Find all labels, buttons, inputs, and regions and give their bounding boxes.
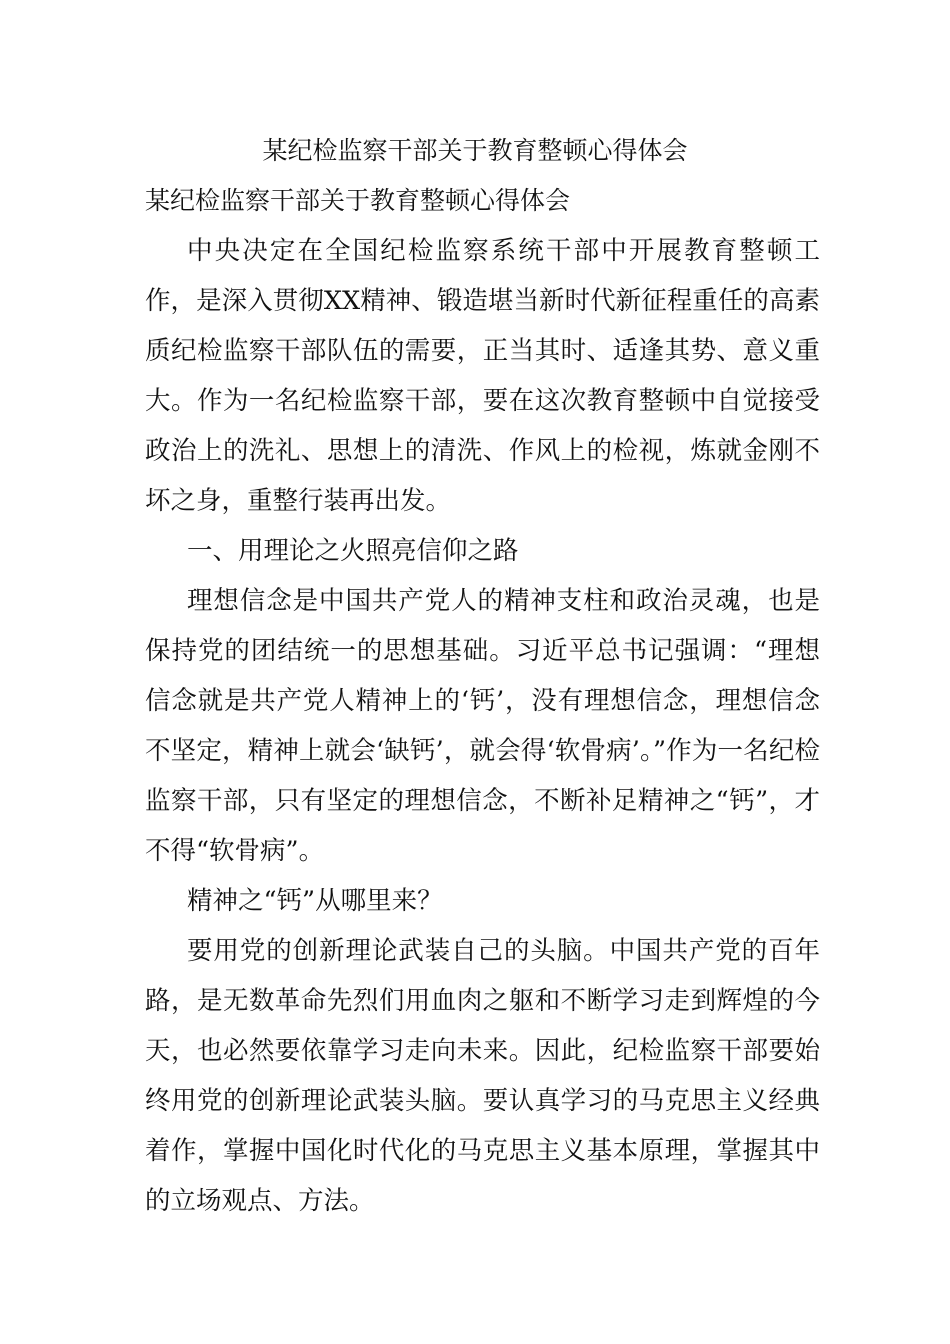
document-title: 某纪检监察干部关于教育整顿心得体会 bbox=[262, 136, 688, 165]
paragraph-intro: 中央决定在全国纪检监察系统干部中开展教育整顿工作，是深入贯彻XX精神、锻造堪当新时代新征程重任的高素质纪检监察干部队伍的需要，正当其时、适逢其势、意义重大。作为一名纪检监察干部，要在这次教育整顿中自觉接受政治上的洗礼、思想上的清洗、作风上的检视，炼就金刚不坏之身，重整行装再出发。 bbox=[145, 236, 820, 516]
paragraph-theory: 要用党的创新理论武装自己的头脑。中国共产党的百年路，是无数革命先烈们用血肉之躯和不断学习走到辉煌的今天，也必然要依靠学习走向未来。因此，纪检监察干部要始终用党的创新理论武装头脑。要认真学习的马克思主义经典着作，掌握中国化时代化的马克思主义基本原理，掌握其中的立场观点、方法。 bbox=[145, 936, 820, 1216]
document-subtitle: 某纪检监察干部关于教育整顿心得体会 bbox=[145, 186, 571, 215]
section-heading-1: 一、用理论之火照亮信仰之路 bbox=[187, 536, 519, 566]
question-heading: 精神之“钙”从哪里来？ bbox=[187, 886, 443, 916]
paragraph-ideals: 理想信念是中国共产党人的精神支柱和政治灵魂，也是保持党的团结统一的思想基础。习近平总书记强调：“理想信念就是共产党人精神上的‘钙’，没有理想信念，理想信念不坚定，精神上就会‘缺钙’，就会得‘软骨病’。”作为一名纪检监察干部，只有坚定的理想信念，不断补足精神之“钙”，才不得“软骨病”。 bbox=[145, 586, 820, 866]
document-body bbox=[145, 226, 820, 1226]
